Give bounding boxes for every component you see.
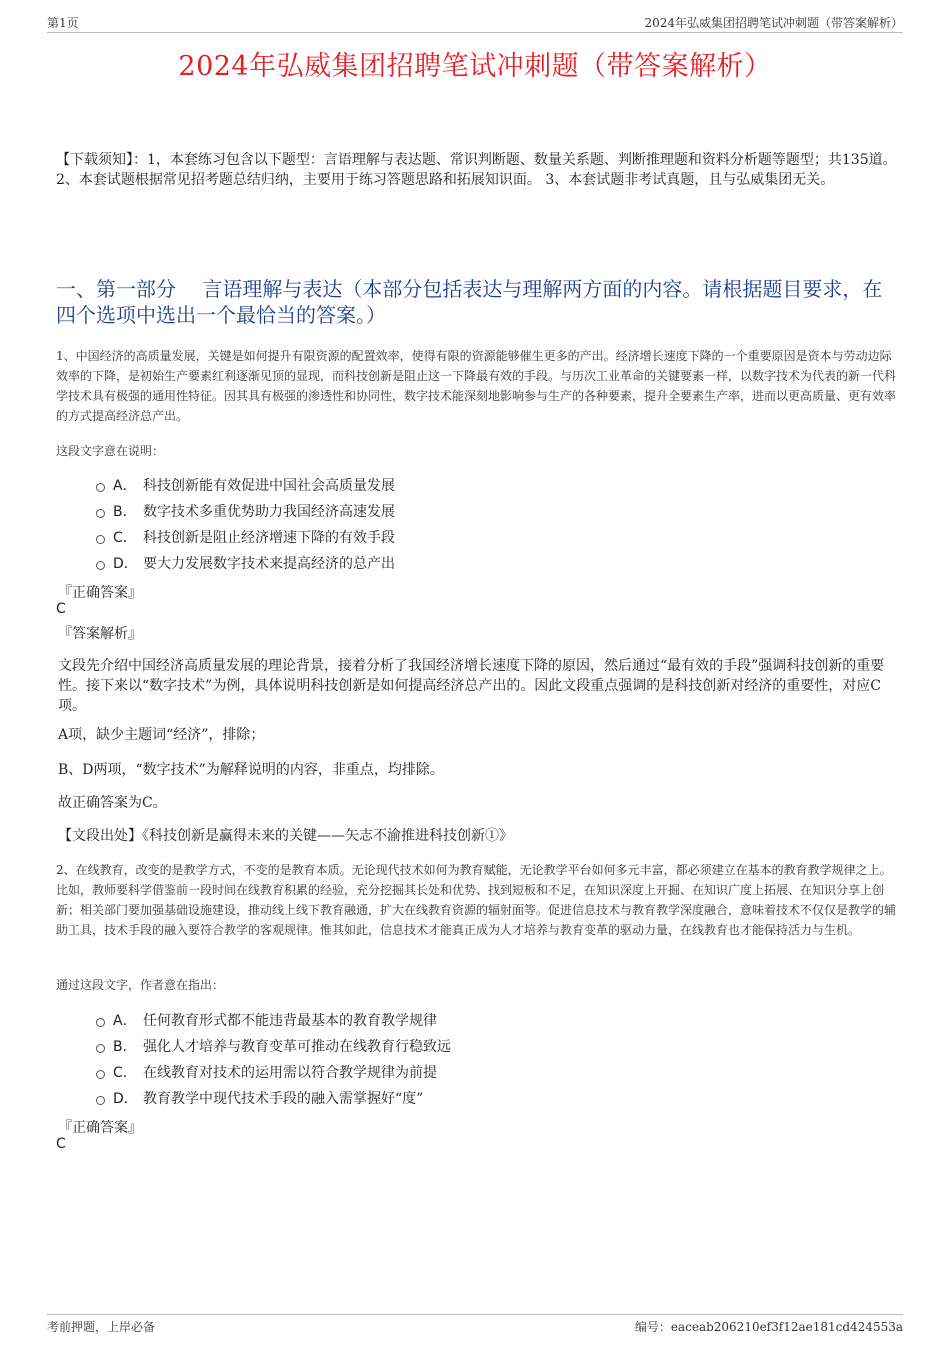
analysis-label: 『答案解析』: [58, 626, 142, 642]
page-number: 第1页: [47, 16, 79, 30]
radio-icon[interactable]: [96, 535, 105, 544]
radio-icon[interactable]: [96, 561, 105, 570]
analysis-text: 文段先介绍中国经济高质量发展的理论背景，接着分析了我国经济增长速度下降的原因，然后通过“最有效的手段”强调科技创新的重要性。接下来以“数字技术”为例，具体说明科技创新是如何提高经济总产出的。因此文段重点强调的是科技创新对经济的重要性，对应C项。: [58, 658, 885, 714]
analysis-text: A项，缺少主题词“经济”，排除；: [58, 727, 265, 743]
analysis-source: 【文段出处】《科技创新是赢得未来的关键——矢志不渝推进科技创新①》: [58, 828, 513, 844]
correct-answer: C: [56, 1136, 66, 1152]
radio-icon[interactable]: [96, 483, 105, 492]
option-b[interactable]: B． 数字技术多重优势助力我国经济高速发展: [96, 498, 896, 524]
download-notice: 【下载须知】：1，本套练习包含以下题型：言语理解与表达题、常识判断题、数量关系题、判断推理题和资料分析题等题型；共135道。 2、本套试题根据常见招考题总结归纳，主要用于练习答题思路和拓展知识面。 3、本套试题非考试真题，且与弘威集团无关。: [56, 152, 897, 188]
radio-icon[interactable]: [96, 1096, 105, 1105]
correct-answer: C: [56, 601, 66, 617]
question-2-options: [96, 1007, 896, 1111]
question-2-stem: 2、在线教育，改变的是教学方式，不变的是教育本质。无论现代技术如何为教育赋能，无论教学平台如何多元丰富，都必须建立在基本的教育教学规律之上。比如，教师要科学借鉴前一段时间在线教育积累的经验，充分挖掘其长处和优势、找到短板和不足，在知识深度上开掘、在知识广度上拓展、在知识分享上创新；相关部门要加强基础设施建设，推动线上线下教育融通，扩大在线教育资源的辐射面等。促进信息技术与教育教学深度融合，意味着技术不仅仅是教学的辅助工具，技术手段的融入要符合教学的客观规律。惟其如此，信息技术才能真正成为人才培养与教育变革的驱动力量，在线教育也才能保持活力与生机。: [56, 863, 897, 937]
document-id: 编号：eaceab206210ef3f12ae181cd424553a: [634, 1320, 903, 1334]
option-d[interactable]: D． 要大力发展数字技术来提高经济的总产出: [96, 550, 896, 576]
analysis-text: B、D两项，“数字技术”为解释说明的内容，非重点，均排除。: [58, 762, 444, 778]
option-a[interactable]: A． 科技创新能有效促进中国社会高质量发展: [96, 472, 896, 498]
question-1-stem: 1、中国经济的高质量发展，关键是如何提升有限资源的配置效率，使得有限的资源能够催生更多的产出。经济增长速度下降的一个重要原因是资本与劳动边际效率的下降，是初始生产要素红利逐渐见顶的显现，而科技创新是阻止这一下降最有效的手段。与历次工业革命的关键要素一样，以数字技术为代表的新一代科学技术具有极强的通用性特征。因其具有极强的渗透性和协同性，数字技术能深刻地影响参与生产的各种要素，提升全要素生产率，进而以更高质量、更有效率的方式提高经济总产出。: [56, 349, 897, 423]
option-a[interactable]: A． 任何教育形式都不能违背最基本的教育教学规律: [96, 1007, 896, 1033]
page-footer: [47, 1314, 903, 1336]
answer-label: 『正确答案』: [58, 1120, 142, 1136]
radio-icon[interactable]: [96, 1044, 105, 1053]
option-b[interactable]: B． 强化人才培养与教育变革可推动在线教育行稳致远: [96, 1033, 896, 1059]
question-1-prompt: 这段文字意在说明：: [56, 444, 165, 458]
option-c[interactable]: C． 科技创新是阻止经济增速下降的有效手段: [96, 524, 896, 550]
radio-icon[interactable]: [96, 509, 105, 518]
footer-slogan: 考前押题，上岸必备: [47, 1320, 156, 1334]
page-header: [47, 14, 903, 33]
radio-icon[interactable]: [96, 1018, 105, 1027]
question-1-options: [96, 472, 896, 576]
header-doc-title: 2024年弘威集团招聘笔试冲刺题（带答案解析）: [644, 16, 903, 30]
radio-icon[interactable]: [96, 1070, 105, 1079]
question-2-prompt: 通过这段文字，作者意在指出：: [56, 978, 225, 992]
option-d[interactable]: D． 教育教学中现代技术手段的融入需掌握好“度”: [96, 1085, 896, 1111]
answer-label: 『正确答案』: [58, 585, 142, 601]
document-title: 2024年弘威集团招聘笔试冲刺题（带答案解析）: [178, 51, 772, 82]
option-c[interactable]: C． 在线教育对技术的运用需以符合教学规律为前提: [96, 1059, 896, 1085]
analysis-text: 故正确答案为C。: [58, 795, 167, 811]
section-heading: 一、第一部分 言语理解与表达（本部分包括表达与理解两方面的内容。请根据题目要求，在四个选项中选出一个最恰当的答案。）: [56, 277, 883, 327]
